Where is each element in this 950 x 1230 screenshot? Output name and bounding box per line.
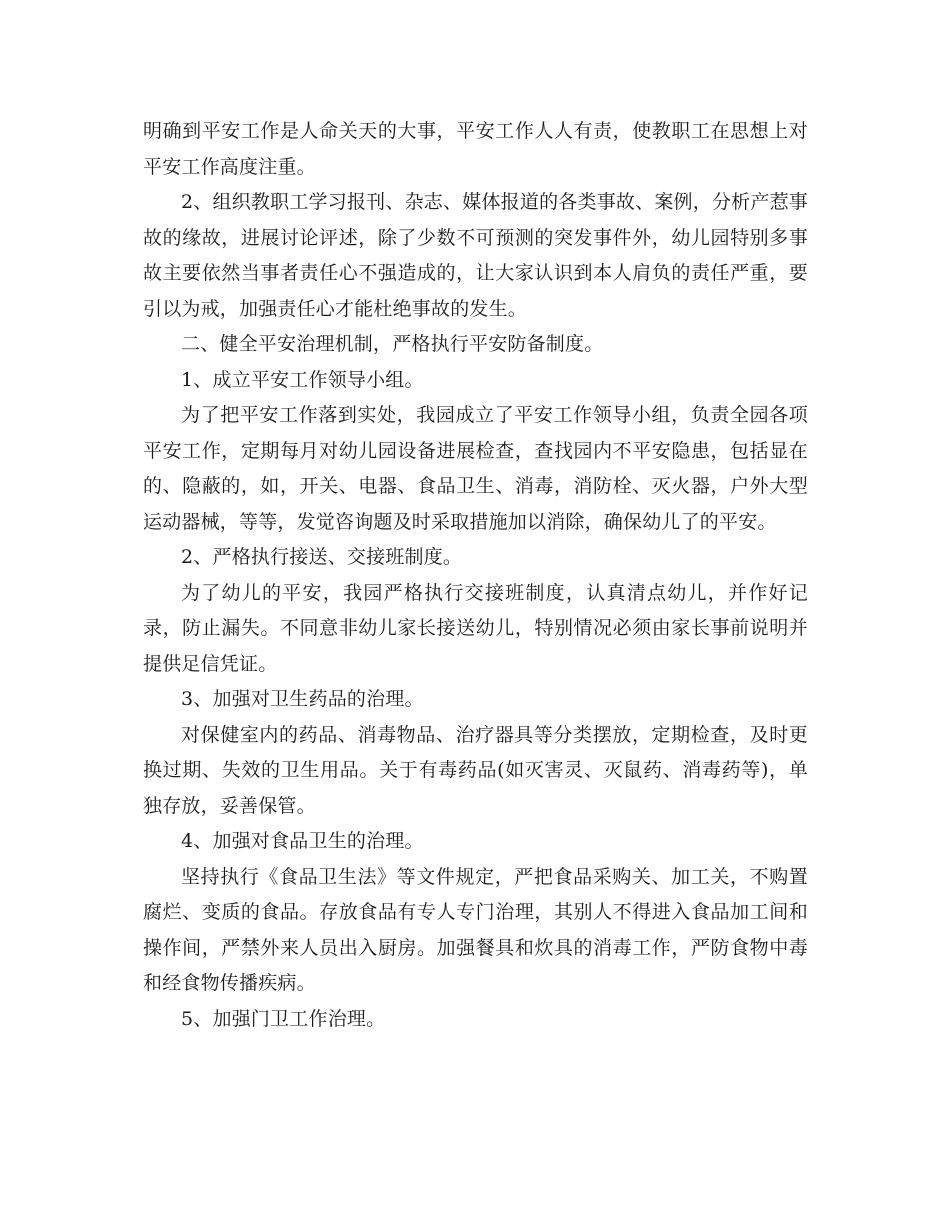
subheading-3-medicine: 3、加强对卫生药品的治理。 xyxy=(181,688,424,710)
subheading-1-leadership-group: 1、成立平安工作领导小组。 xyxy=(181,368,424,391)
paragraph-continuation: 明确到平安工作是人命关天的大事，平安工作人人有责，使教职工在思想上对平安工作高度注重。 xyxy=(143,120,808,178)
paragraph-medicine: 对保健室内的药品、消毒物品、治疗器具等分类摆放，定期检查，及时更换过期、失效的卫生用品。关于有毒药品(如灭害灵、灭鼠药、消毒药等)，单独存放，妥善保管。 xyxy=(143,723,808,817)
subheading-2-pickup-handover: 2、严格执行接送、交接班制度。 xyxy=(181,546,463,568)
document-body xyxy=(143,114,808,1037)
paragraph-leadership-group: 为了把平安工作落到实处，我园成立了平安工作领导小组，负责全园各项平安工作，定期每月对幼儿园设备进展检查，查找园内不平安隐患，包括显在的、隐蔽的，如，开关、电器、食品卫生、消毒，消防栓、灭火器，户外大型运动器械，等等，发觉咨询题及时采取措施加以消除，确保幼儿了的平安。 xyxy=(143,404,808,533)
paragraph-food-hygiene: 坚持执行《食品卫生法》等文件规定，严把食品采购关、加工关，不购置腐烂、变质的食品。存放食品有专人专门治理，其别人不得进入食品加工间和操作间，严禁外来人员出入厨房。加强餐具和炊具的消毒工作，严防食物中毒和经食物传播疾病。 xyxy=(143,865,808,994)
section-heading-two: 二、健全平安治理机制，严格执行平安防备制度。 xyxy=(181,333,604,355)
paragraph-item-2-study: 2、组织教职工学习报刊、杂志、媒体报道的各类事故、案例，分析产惹事故的缘故，进展讨论评述，除了少数不可预测的突发事件外，幼儿园特别多事故主要依然当事者责任心不强造成的，让大家认识到本人肩负的责任严重，要引以为戒，加强责任心才能杜绝事故的发生。 xyxy=(143,191,808,320)
subheading-5-gatekeeping: 5、加强门卫工作治理。 xyxy=(181,1007,386,1030)
paragraph-pickup-handover: 为了幼儿的平安，我园严格执行交接班制度，认真清点幼儿，并作好记录，防止漏失。不同意非幼儿家长接送幼儿，特别情况必须由家长事前说明并提供足信凭证。 xyxy=(143,581,808,675)
subheading-4-food-hygiene: 4、加强对食品卫生的治理。 xyxy=(181,830,424,852)
